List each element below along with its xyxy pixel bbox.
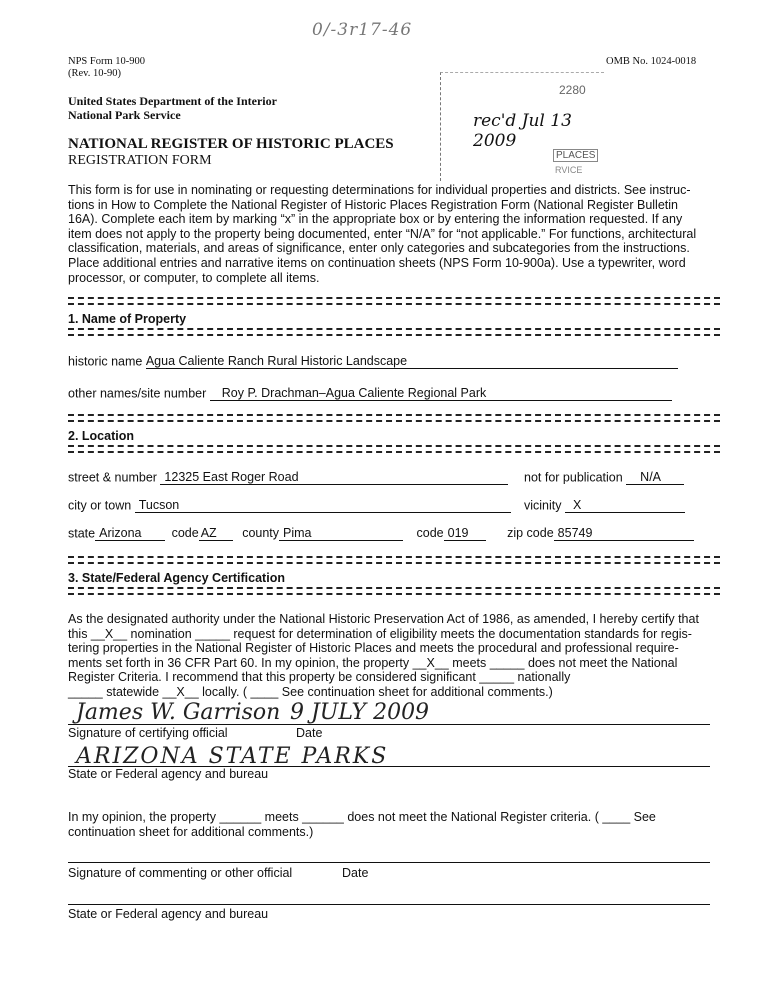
omb-number: OMB No. 1024-0018 — [606, 56, 697, 67]
opinion-line: In my opinion, the property ______ meets ______ does not meet the National Register criteria. ( ____ See — [68, 810, 656, 824]
section-divider — [68, 556, 720, 564]
section-divider — [68, 297, 720, 305]
commenting-signature-label: Signature of commenting or other official — [68, 866, 293, 880]
historic-name-field[interactable] — [146, 354, 678, 369]
stamp-number: 2280 — [559, 83, 586, 97]
top-handwritten-number: 0/-3r17-46 — [312, 20, 413, 40]
instructions-line: This form is for use in nominating or requesting determinations for individual properties and districts. See instruc- — [68, 183, 691, 197]
zip-field[interactable] — [554, 526, 694, 541]
stamp-service-text: RVICE — [555, 165, 583, 175]
certifying-signature-label: Signature of certifying official — [68, 726, 228, 740]
section-divider — [68, 587, 720, 595]
commenting-date-label: Date — [342, 866, 369, 880]
instructions-line: 16A). Complete each item by marking “x” in the appropriate box or by entering the information requested. If any — [68, 212, 683, 227]
county-label: county — [242, 526, 280, 541]
stamp-received-date: rec'd Jul 13 2009 — [473, 111, 572, 151]
county-value: Pima — [283, 526, 312, 540]
zip-value: 85749 — [557, 526, 593, 540]
historic-name-row — [68, 354, 678, 369]
instructions-line: classification, materials, and areas of significance, enter only categories and subcategories from the instructions. — [68, 241, 690, 256]
certification-line: _____ statewide __X__ locally. ( ____ See continuation sheet for additional comments.) — [68, 684, 553, 699]
form-number: NPS Form 10-900 — [68, 56, 146, 67]
vicinity-row — [524, 498, 685, 513]
other-names-field[interactable] — [210, 386, 672, 401]
street-label: street & number — [68, 470, 157, 485]
form-subtitle: REGISTRATION FORM — [68, 153, 212, 168]
other-names-value: Roy P. Drachman–Agua Caliente Regional Park — [221, 386, 487, 400]
state-code-value: AZ — [200, 526, 217, 540]
county-code-label: code — [416, 526, 444, 541]
historic-name-label: historic name — [68, 354, 143, 369]
certifying-date-label: Date — [296, 726, 323, 740]
not-for-publication-field[interactable] — [626, 470, 684, 485]
not-for-publication-row — [524, 470, 684, 485]
historic-name-value: Agua Caliente Ranch Rural Historic Landscape — [145, 354, 408, 368]
service-name: National Park Service — [68, 108, 181, 122]
opinion-line: continuation sheet for additional comments.) — [68, 824, 314, 839]
certification-line: tering properties in the National Register of Historic Places and meets the procedural and professional require- — [68, 641, 679, 656]
other-names-label: other names/site number — [68, 386, 207, 401]
vicinity-field[interactable] — [565, 498, 685, 513]
other-names-row — [68, 386, 672, 401]
street-value: 12325 East Roger Road — [164, 470, 299, 484]
agency2-label: State or Federal agency and bureau — [68, 907, 269, 921]
signature-line — [68, 724, 710, 725]
agency2-line — [68, 904, 710, 905]
section-divider — [68, 328, 720, 336]
form-revision: (Rev. 10-90) — [68, 68, 121, 79]
certifying-signature: James W. Garrison — [76, 700, 281, 725]
city-row — [68, 498, 511, 513]
certification-paragraph — [68, 612, 728, 700]
agency-label: State or Federal agency and bureau — [68, 767, 269, 781]
county-field[interactable] — [279, 526, 403, 541]
not-for-publication-label: not for publication — [524, 470, 623, 485]
certification-line: this __X__ nomination _____ request for determination of eligibility meets the documentation standards for regis- — [68, 626, 692, 641]
county-code-value: 019 — [447, 526, 469, 540]
form-title: NATIONAL REGISTER OF HISTORIC PLACES — [68, 136, 394, 152]
certification-line: Register Criteria. I recommend that this property be considered significant _____ nationally — [68, 670, 571, 685]
county-code-field[interactable] — [444, 526, 486, 541]
instructions-line: item does not apply to the property being documented, enter “N/A” for “not applicable.” For functions, architectural — [68, 226, 697, 241]
certification-line: As the designated authority under the National Historic Preservation Act of 1986, as amended, I hereby certify that — [68, 612, 699, 626]
commenting-signature-line — [68, 862, 710, 863]
agency-handwritten: ARIZONA STATE PARKS — [76, 744, 389, 769]
state-row — [68, 526, 694, 541]
instructions-paragraph — [68, 183, 728, 285]
certification-line: ments set forth in 36 CFR Part 60. In my opinion, the property __X__ meets _____ does not meet the National — [68, 655, 678, 670]
instructions-line: processor, or computer, to complete all items. — [68, 270, 320, 285]
not-for-publication-value: N/A — [640, 470, 662, 484]
city-label: city or town — [68, 498, 132, 513]
vicinity-value: X — [573, 498, 582, 512]
section2-heading: 2. Location — [68, 429, 134, 443]
state-value: Arizona — [99, 526, 142, 540]
received-stamp — [440, 72, 604, 181]
state-code-field[interactable] — [199, 526, 233, 541]
instructions-line: tions in How to Complete the National Register of Historic Places Registration Form (National Register Bulletin — [68, 197, 678, 212]
department-name: United States Department of the Interior — [68, 94, 277, 108]
section3-heading: 3. State/Federal Agency Certification — [68, 571, 285, 585]
certifying-date-handwritten: 9 JULY 2009 — [290, 700, 430, 725]
city-field[interactable] — [135, 498, 511, 513]
state-field[interactable] — [95, 526, 165, 541]
city-value: Tucson — [138, 498, 180, 512]
state-label: state — [68, 526, 96, 541]
opinion-paragraph — [68, 810, 728, 839]
zip-label: zip code — [507, 526, 554, 541]
street-row — [68, 470, 508, 485]
section-divider — [68, 414, 720, 422]
state-code-label: code — [171, 526, 199, 541]
vicinity-label: vicinity — [524, 498, 562, 513]
street-field[interactable] — [160, 470, 508, 485]
section-divider — [68, 445, 720, 453]
instructions-line: Place additional entries and narrative items on continuation sheets (NPS Form 10-900a). Use a typewriter, word — [68, 255, 686, 270]
stamp-places-text: PLACES — [553, 149, 598, 162]
section1-heading: 1. Name of Property — [68, 312, 187, 326]
